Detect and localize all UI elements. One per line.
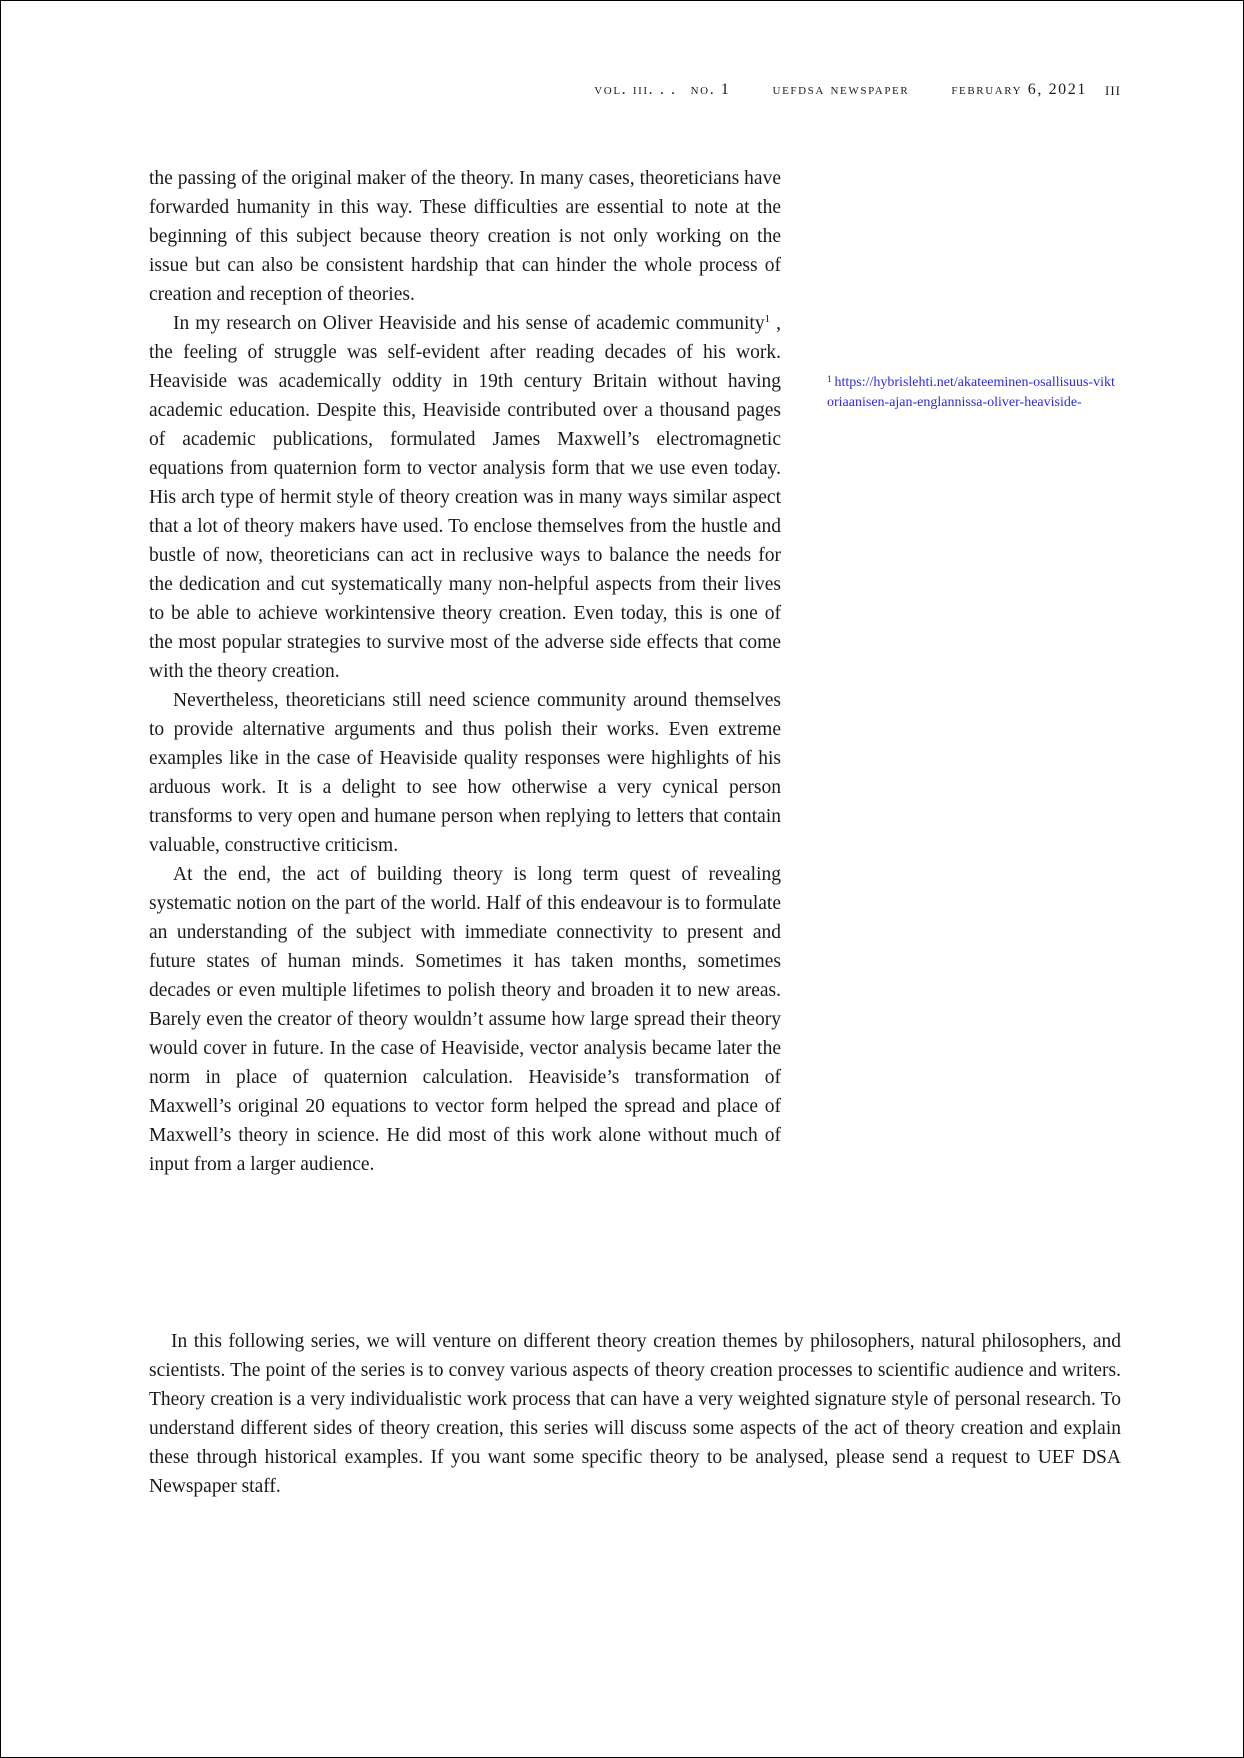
footnote-reference[interactable]: 1 — [764, 313, 771, 325]
paragraph-4: At the end, the act of building theory is long term quest of revealing systematic notion on the part of the world. Half of this endeavour is to formulate an understanding of the subject with immediate connectivity to present and future states of human minds. Sometimes it has taken months, sometimes decades or even multiple lifetimes to polish theory and broaden it to new areas. Barely even the creator of theory wouldn’t assume how large spread their theory would cover in future. In the case of Heaviside, vector analysis became later the norm in place of quaternion calculation. Heaviside’s transformation of Maxwell’s original 20 equations to vector form helped the spread and place of Maxwell’s theory in science. He did most of this work alone without much of input from a larger audience. — [149, 864, 781, 1175]
header-issue-number: no. 1 — [690, 81, 731, 98]
header-publication-name: uefdsa newspaper — [772, 81, 910, 98]
sidenote-footnote — [827, 373, 1119, 413]
footnote-number: 1 — [827, 374, 832, 384]
paragraph-3: Nevertheless, theoreticians still need science community around themselves to provide alternative arguments and thus polish their works. Even extreme examples like in the case of Heaviside quality responses were highlights of his arduous work. It is a delight to see how otherwise a very cynical person transforms to very open and humane person when replying to letters that contain valuable, constructive criticism. — [149, 690, 781, 856]
running-header — [594, 81, 1121, 100]
page-number: iii — [1105, 79, 1121, 99]
header-volume: vol. iii. . . — [594, 81, 677, 98]
paragraph-1: the passing of the original maker of the theory. In many cases, theoreticians have forwarded humanity in this way. These difficulties are essential to note at the beginning of this subject because theory creation is not only working on the issue but can also be consistent hardship that can hinder the whole process of creation and reception of theories. — [149, 168, 781, 305]
header-date: february 6, 2021 — [951, 81, 1087, 98]
paragraph-2-rest: , the feeling of struggle was self-evident after reading decades of his work. Heaviside was academically oddity in 19th century Britain without having academic education. Despite this, Heaviside contributed over a thousand pages of academic publications, formulated James Maxwell’s electromagnetic equations from quaternion form to vector analysis form that we use even today. His arch type of hermit style of theory creation was in many ways similar aspect that a lot of theory makers have used. To enclose themselves from the hustle and bustle of now, theoreticians can act in reclusive ways to balance the needs for the dedication and cut systematically many non-helpful aspects from their lives to be able to achieve workintensive theory creation. Even today, this is one of the most popular strategies to survive most of the adverse side effects that come with the theory creation. — [149, 313, 782, 682]
full-width-text — [149, 1327, 1121, 1501]
footnote-link[interactable]: https://hybrislehti.net/akateeminen-osallisuus-viktoriaanisen-ajan-englannissa-oliver-heaviside- — [827, 375, 1115, 410]
paragraph-2 — [149, 309, 781, 686]
paragraph-5: In this following series, we will venture on different theory creation themes by philosophers, natural philosophers, and scientists. The point of the series is to convey various aspects of theory creation processes to scientific audience and writers. Theory creation is a very individualistic work process that can have a very weighted signature style of personal research. To understand different sides of theory creation, this series will discuss some aspects of the act of theory creation and explain these through historical examples. If you want some specific theory to be analysed, please send a request to UEF DSA Newspaper staff. — [149, 1331, 1121, 1497]
paragraph-2-start: In my research on Oliver Heaviside and his sense of academic community — [173, 313, 765, 334]
main-text-column — [149, 164, 781, 1179]
